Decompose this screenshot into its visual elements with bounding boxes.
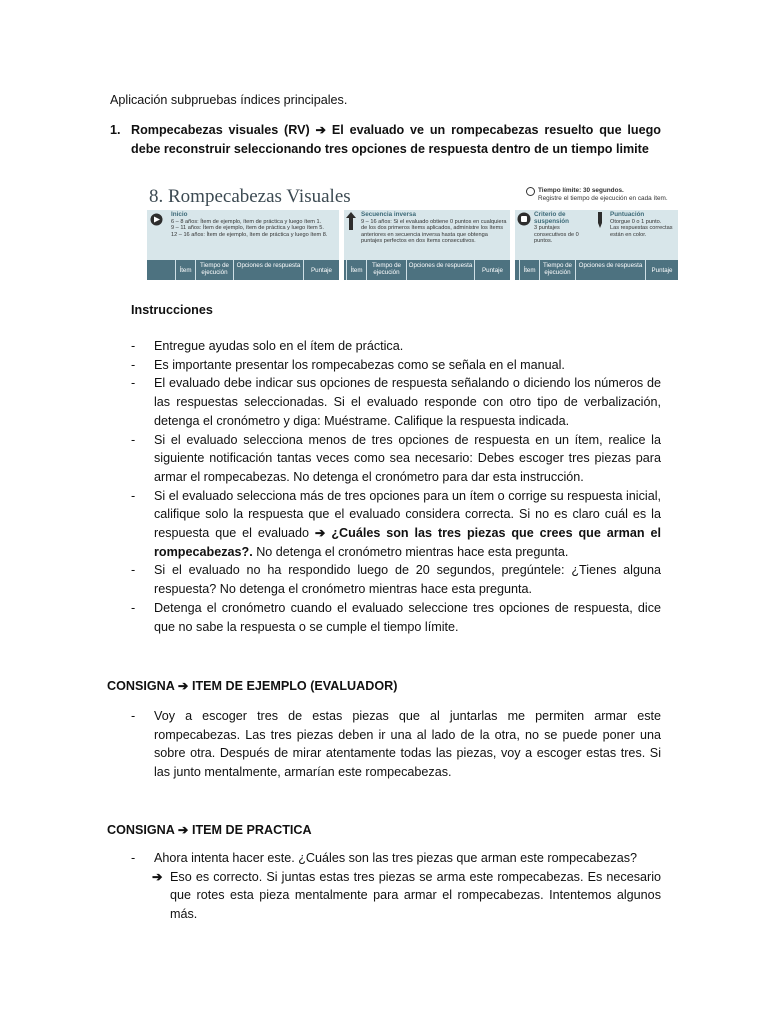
list-item-text: El evaluado debe indicar sus opciones de respuesta señalando o diciendo los números de las respuestas seleccionadas. Si el evaluado responde con otro tipo de verbalización, detenga el cronómetro y diga: Muéstrame. Califique la respuesta indicada. [154, 376, 661, 428]
list-dash: - [131, 376, 136, 391]
sub-item-text: Eso es correcto. Si juntas estas tres piezas se arma este rompecabezas. Es necesario que rotes esta pieza mentalmente para armar el rompecabezas. Intentemos algunos más. [170, 869, 661, 922]
list-item [131, 374, 661, 430]
col-score: Puntaje [474, 260, 510, 280]
list-item [131, 707, 661, 782]
heading-number: 1. [110, 123, 121, 137]
reverse-title: Secuencia inversa [361, 211, 416, 218]
record-header-2 [344, 260, 510, 280]
list-item [131, 431, 661, 487]
instructions-title: Instrucciones [131, 303, 213, 317]
list-item [131, 487, 661, 562]
reverse-text: 9 – 16 años: Si el evaluado obtiene 0 puntos en cualquiera de los dos primeros ítems aplicados, administre los ítems anteriores en secuencia inversa hasta que obtenga puntajes perfectos en dos ítems consecutivos. [361, 218, 507, 245]
list-dash: - [131, 432, 136, 447]
col-score: Puntaje [645, 260, 678, 280]
start-line-3: 12 – 16 años: Ítem de ejemplo, ítem de práctica y luego ítem 8. [171, 231, 328, 238]
score-text-2: Las respuestas correctas están en color. [610, 225, 673, 238]
list-item-text: Si el evaluado selecciona más de tres opciones para un ítem o corrige su respuesta inicial, califique solo la respuesta que el evaluado considera correcta. Si no es claro cuál es la respuesta que el evaluado [154, 488, 661, 541]
col-item: Ítem [175, 260, 195, 280]
start-panel [147, 210, 339, 260]
stop-title: Criterio de suspensión [534, 211, 569, 225]
stopwatch-icon [526, 187, 535, 196]
col-options: Opciones de respuesta [575, 260, 645, 280]
pencil-icon [595, 212, 605, 228]
start-title: Inicio [171, 211, 188, 218]
sub-list-item [131, 868, 661, 924]
consigna-practica-title: CONSIGNA ➔ ITEM DE PRACTICA [107, 823, 312, 837]
consigna-practica-list [131, 849, 661, 924]
list-item-text: No detenga el cronómetro mientras hace esta pregunta. [252, 544, 569, 559]
arrow-icon: ➔ [152, 869, 163, 884]
score-text-1: Otorgue 0 o 1 punto. [610, 218, 662, 225]
start-line-2: 9 – 11 años: Ítem de ejemplo, ítem de práctica y luego ítem 5. [171, 225, 324, 232]
list-dash: - [131, 709, 136, 723]
start-line-1: 6 – 8 años: Ítem de ejemplo, ítem de práctica y luego ítem 1. [171, 218, 322, 225]
stop-hand-icon [517, 212, 531, 226]
rompecabezas-figure [147, 184, 678, 280]
list-item-text: Si el evaluado selecciona menos de tres opciones de respuesta en un ítem, realice la siguiente notificación tantas veces como sea necesario: Debes escoger tres piezas para armar el rompecabezas. No detenga el cronómetro para dar esta instrucción. [154, 432, 661, 484]
record-header-3 [515, 260, 678, 280]
col-options: Opciones de respuesta [233, 260, 303, 280]
intro-text: Aplicación subpruebas índices principales. [110, 93, 348, 107]
col-item: Ítem [519, 260, 539, 280]
time-limit-label: Tiempo límite: 30 segundos. [538, 187, 624, 194]
consigna-ejemplo-title: CONSIGNA ➔ ITEM DE EJEMPLO (EVALUADOR) [107, 679, 398, 693]
list-item [131, 599, 661, 636]
instructions-list [131, 337, 661, 636]
col-options: Opciones de respuesta [406, 260, 474, 280]
col-time: Tiempo de ejecución [195, 260, 233, 280]
list-item-text: Detenga el cronómetro cuando el evaluado seleccione tres opciones de respuesta, dice que no sabe la respuesta o se cumple el tiempo límite. [154, 600, 661, 634]
record-header-1 [147, 260, 339, 280]
list-item [131, 849, 661, 868]
list-item-text: Voy a escoger tres de estas piezas que al juntarlas me permiten armar este rompecabezas. Las tres piezas deben ir una al lado de la otra, no se puede poner una sobre otra. Después de mirar atentamente todas las piezas, voy a escoger estas tres. Si las junto mentalmente, armarían este rompecabezas. [154, 709, 661, 780]
col-score: Puntaje [303, 260, 339, 280]
consigna-ejemplo-list [131, 707, 661, 782]
list-dash: - [131, 357, 136, 372]
list-dash: - [131, 851, 136, 865]
start-arrow-icon [150, 213, 163, 226]
list-item [131, 337, 661, 356]
heading-text: Rompecabezas visuales (RV) ➔ El evaluado ve un rompecabezas resuelto que luego debe reconstruir seleccionando tres opciones de respuesta dentro de un tiempo limite [131, 123, 661, 156]
time-limit-note: Registre el tiempo de ejecución en cada ítem. [538, 195, 668, 202]
list-item-text: Es importante presentar los rompecabezas como se señala en el manual. [154, 357, 565, 372]
list-dash: - [131, 600, 136, 615]
col-item: Ítem [346, 260, 366, 280]
score-title: Puntuación [610, 211, 645, 218]
figure-title: 8. Rompecabezas Visuales [149, 186, 351, 207]
col-time: Tiempo de ejecución [366, 260, 406, 280]
list-item [131, 561, 661, 598]
list-item-text: Entregue ayudas solo en el ítem de práctica. [154, 339, 404, 353]
up-arrow-icon [346, 212, 356, 230]
list-dash: - [131, 563, 136, 578]
reverse-panel [344, 210, 510, 260]
list-dash: - [131, 488, 136, 503]
time-limit-text [538, 187, 678, 203]
list-item-text: Si el evaluado no ha respondido luego de 20 segundos, pregúntele: ¿Tienes alguna respuesta? No detenga el cronómetro mientras hace esta pregunta. [154, 563, 661, 597]
col-time: Tiempo de ejecución [539, 260, 575, 280]
list-dash: - [131, 339, 136, 353]
stop-text: 3 puntajes consecutivos de 0 puntos. [534, 225, 579, 245]
list-item-question: ➔ ¿Cuáles son las tres piezas que crees que arman el rompecabezas?. [154, 526, 661, 559]
list-item-text: Ahora intenta hacer este. ¿Cuáles son las tres piezas que arman este rompecabezas? [154, 851, 638, 865]
list-item [131, 356, 661, 375]
criteria-panel [515, 210, 678, 260]
